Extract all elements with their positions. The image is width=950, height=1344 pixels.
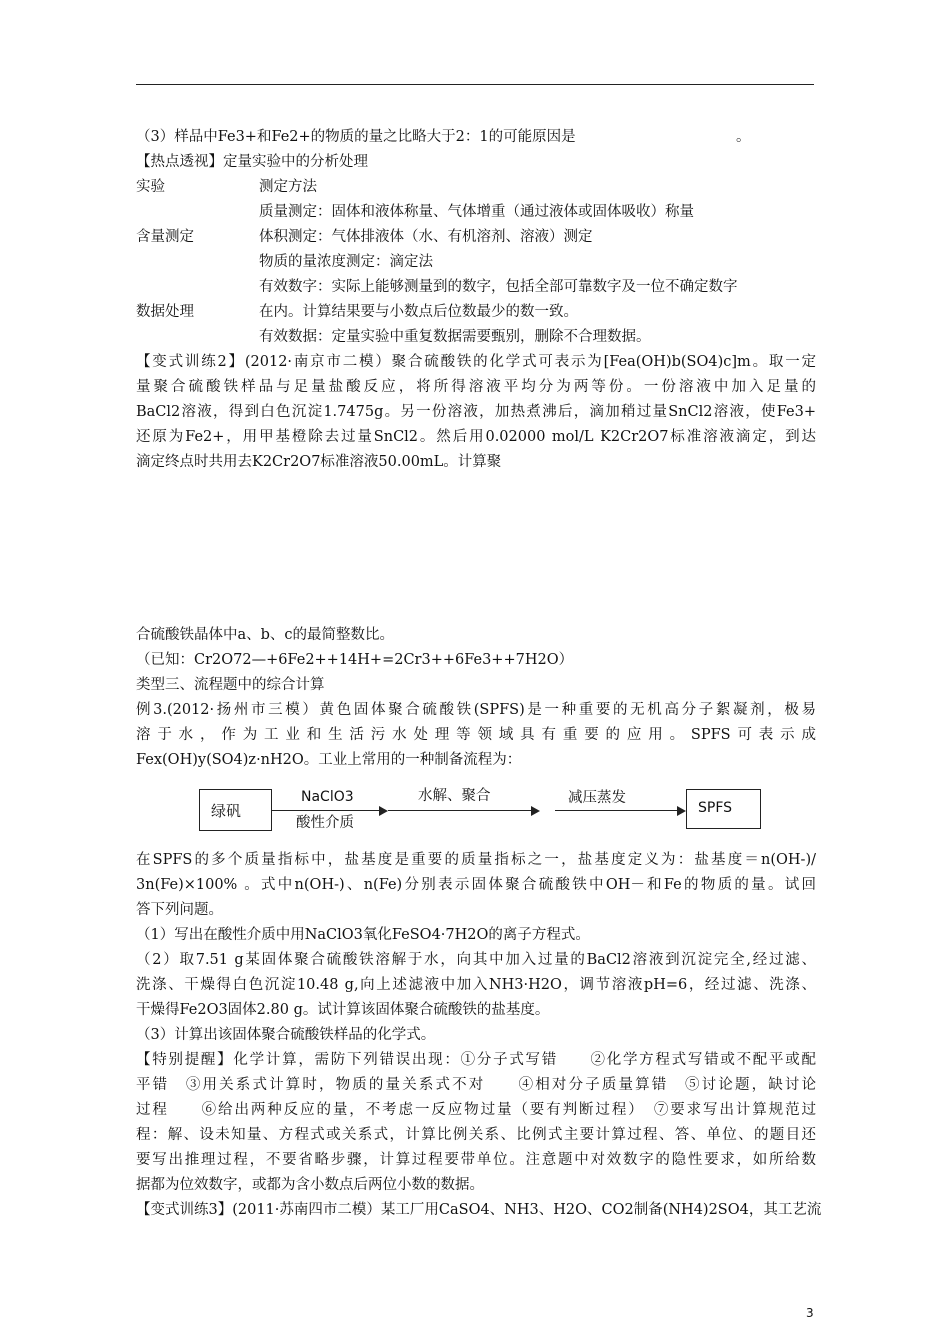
reminder-line-4: 程：解、设未知量、方程式或关系式，计算比例关系、比例式主要计算过程、答、单位、的题目还 <box>136 1127 816 1143</box>
example-3-line-1: 例3.(2012·扬州市三模）黄色固体聚合硫酸铁(SPFS)是一种重要的无机高分子絮凝剂，极易 <box>136 702 816 718</box>
table-conc-measure: 物质的量浓度测定：滴定法 <box>259 254 433 270</box>
variant-2-line-3: BaCl2溶液，得到白色沉淀1.7475g。另一份溶液，加热煮沸后，滴加稍过量SnCl2溶液，使Fe3+ <box>136 404 816 420</box>
table-sigfig-2: 在内。计算结果要与小数点后位数最少的数一致。 <box>259 304 578 320</box>
flow-step3-label: 减压蒸发 <box>568 790 626 806</box>
flow-box-label: 绿矾 <box>211 802 242 820</box>
question-3-line: （3）样品中Fe3+和Fe2+的物质的量之比略大于2：1的可能原因是 <box>136 129 576 145</box>
question-2-line-3: 干燥得Fe2O3固体2.80 g。试计算该固体聚合硫酸铁的盐基度。 <box>136 1002 550 1018</box>
flow-step1-reagent: NaClO3 <box>301 789 354 805</box>
variant-2-line-4: 还原为Fe2+，用甲基橙除去过量SnCl2。然后用0.02000 mol/L K2Cr2O7标准溶液滴定，到达 <box>136 429 816 445</box>
table-mass-measure: 质量测定：固体和液体称量、气体增重（通过液体或固体吸收）称量 <box>259 204 694 220</box>
flow-arrow-3 <box>555 810 684 811</box>
question-3-period: 。 <box>736 129 751 145</box>
header-rule <box>136 84 814 85</box>
flow-arrow-1 <box>271 810 386 811</box>
flow-arrow-2 <box>388 810 538 811</box>
question-2-line-1: （2）取7.51 g某固体聚合硫酸铁溶解于水，向其中加入过量的BaCl2溶液到沉淀完全,经过滤、 <box>136 952 816 968</box>
reminder-line-2: 平错 ③用关系式计算时，物质的量关系式不对 ④相对分子质量算错 ⑤讨论题，缺讨论 <box>136 1077 816 1093</box>
question-2-line-2: 洗涤、干燥得白色沉淀10.48 g,向上述滤液中加入NH3·H2O，调节溶液pH=6，经过滤、洗涤、 <box>136 977 816 993</box>
spfs-line-3: 答下列问题。 <box>136 902 223 918</box>
reminder-line-1: 【特别提醒】化学计算，需防下列错误出现：①分子式写错 ②化学方程式写错或不配平或配 <box>136 1052 816 1068</box>
flow-step2-label: 水解、聚合 <box>418 788 491 804</box>
example-3-line-2: 溶于水，作为工业和生活污水处理等领域具有重要的应用。SPFS可表示成 <box>136 727 816 743</box>
table-label-experiment: 实验 <box>136 179 165 195</box>
flow-box-green-vitriol <box>199 789 272 831</box>
variant-2-line-5: 滴定终点时共用去K2Cr2O7标准溶液50.00mL。计算聚 <box>136 454 502 470</box>
table-valid-data: 有效数据：定量实验中重复数据需要甄别，删除不合理数据。 <box>259 329 651 345</box>
reminder-line-3: 过程 ⑥给出两种反应的量，不考虑一反应物过量（要有判断过程） ⑦要求写出计算规范过 <box>136 1102 816 1118</box>
table-sigfig-1: 有效数字：实际上能够测量到的数字，包括全部可靠数字及一位不确定数字 <box>259 279 738 295</box>
flow-step1-condition: 酸性介质 <box>296 815 354 831</box>
variant-2-line-1: 【变式训练2】(2012·南京市二模）聚合硫酸铁的化学式可表示为[Fea(OH)b(SO4)c]m。取一定 <box>136 354 816 370</box>
spfs-line-1: 在SPFS的多个质量指标中，盐基度是重要的质量指标之一，盐基度定义为：盐基度＝n(OH-)/ <box>136 852 816 868</box>
known-equation: （已知：Cr2O72—+6Fe2++14H+=2Cr3++6Fe3++7H2O） <box>136 652 574 668</box>
table-volume-measure: 体积测定：气体排液体（水、有机溶剂、溶液）测定 <box>259 229 593 245</box>
question-1: （1）写出在酸性介质中用NaClO3氧化FeSO4·7H2O的离子方程式。 <box>136 927 590 943</box>
table-label-method: 测定方法 <box>259 179 317 195</box>
question-3: （3）计算出该固体聚合硫酸铁样品的化学式。 <box>136 1027 436 1043</box>
variant-2-line-2: 量聚合硫酸铁样品与足量盐酸反应，将所得溶液平均分为两等份。一份溶液中加入足量的 <box>136 379 816 395</box>
flow-box-spfs <box>686 789 761 829</box>
flow-box-label: SPFS <box>698 800 733 816</box>
hotspot-heading: 【热点透视】定量实验中的分析处理 <box>136 154 368 170</box>
page-number: 3 <box>806 1306 814 1320</box>
spfs-line-2: 3n(Fe)×100% 。式中n(OH-)、n(Fe)分别表示固体聚合硫酸铁中OH－和Fe的物质的量。试回 <box>136 877 816 893</box>
section-type-3: 类型三、流程题中的综合计算 <box>136 677 325 693</box>
table-label-content: 含量测定 <box>136 229 194 245</box>
example-3-line-3: Fex(OH)y(SO4)z·nH2O。工业上常用的一种制备流程为： <box>136 752 522 768</box>
table-label-data: 数据处理 <box>136 304 194 320</box>
reminder-line-5: 要写出推理过程，不要省略步骤，计算过程要带单位。注意题中对效数字的隐性要求，如所给数 <box>136 1152 816 1168</box>
variant-3-line-1: 【变式训练3】(2011·苏南四市二模）某工厂用CaSO4、NH3、H2O、CO2制备(NH4)2SO4，其工艺流 <box>136 1202 822 1218</box>
variant-2-continue: 合硫酸铁晶体中a、b、c的最简整数比。 <box>136 627 395 643</box>
reminder-line-6: 据都为位效数字，或都为含小数点后两位小数的数据。 <box>136 1177 484 1193</box>
